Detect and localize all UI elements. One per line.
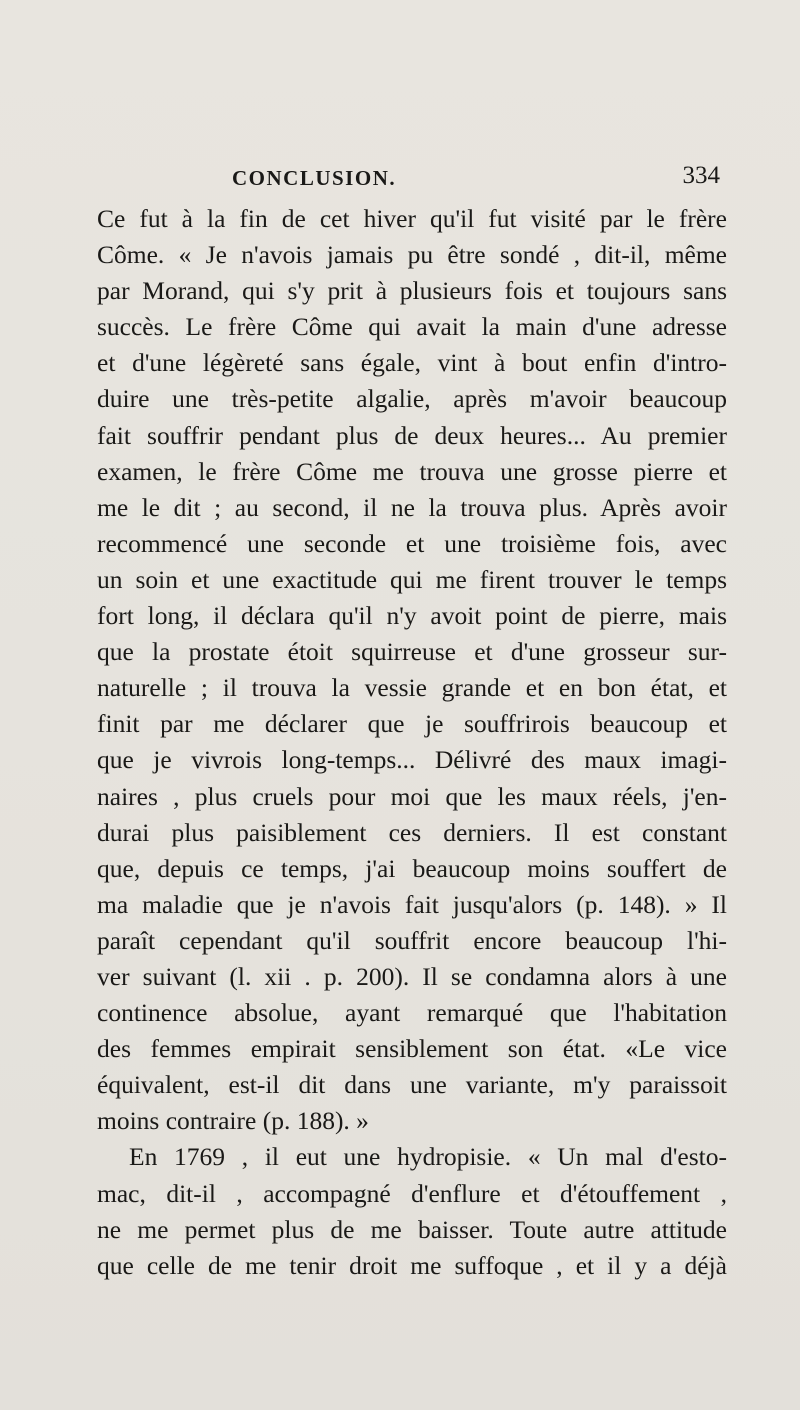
- text-line: En 1769 , il eut une hydropisie. « Un mal d'esto-: [129, 1142, 727, 1172]
- text-line: naires , plus cruels pour moi que les maux réels, j'en-: [97, 781, 727, 811]
- page-header: [232, 162, 720, 192]
- text-line: moins contraire (p. 188). »: [97, 1106, 369, 1136]
- body-text: [97, 201, 727, 1284]
- text-line: équivalent, est-il dit dans une variante, m'y paraissoit: [97, 1070, 727, 1100]
- text-line: que celle de me tenir droit me suffoque , et il y a déjà: [97, 1250, 727, 1280]
- text-line: un soin et une exactitude qui me firent trouver le temps: [97, 564, 727, 594]
- text-line: recommencé une seconde et une troisième fois, avec: [97, 528, 727, 558]
- text-line: me le dit ; au second, il ne la trouva plus. Après avoir: [97, 492, 727, 522]
- text-line: et d'une légèreté sans égale, vint à bout enfin d'intro-: [97, 348, 727, 378]
- text-line: finit par me déclarer que je souffrirois beaucoup et: [97, 709, 727, 739]
- text-line: examen, le frère Côme me trouva une grosse pierre et: [97, 456, 727, 486]
- text-line: par Morand, qui s'y prit à plusieurs fois et toujours sans: [97, 276, 727, 306]
- text-line: mac, dit-il , accompagné d'enflure et d'étouffement ,: [97, 1178, 727, 1208]
- page-number: 334: [682, 162, 720, 189]
- text-line: ne me permet plus de me baisser. Toute autre attitude: [97, 1214, 727, 1244]
- text-line: fort long, il déclara qu'il n'y avoit point de pierre, mais: [97, 601, 727, 631]
- text-line: naturelle ; il trouva la vessie grande et en bon état, et: [97, 673, 727, 703]
- text-line: durai plus paisiblement ces derniers. Il est constant: [97, 817, 727, 847]
- text-line: Côme. « Je n'avois jamais pu être sondé , dit-il, même: [97, 240, 727, 270]
- running-title: CONCLUSION.: [232, 166, 397, 190]
- text-line: continence absolue, ayant remarqué que l'habitation: [97, 998, 727, 1028]
- text-line: fait souffrir pendant plus de deux heures... Au premier: [97, 420, 727, 450]
- text-line: duire une très-petite algalie, après m'avoir beaucoup: [97, 384, 727, 414]
- text-line: des femmes empirait sensiblement son état. «Le vice: [97, 1034, 727, 1064]
- text-line: succès. Le frère Côme qui avait la main d'une adresse: [97, 312, 727, 342]
- text-line: paraît cependant qu'il souffrit encore beaucoup l'hi-: [97, 925, 727, 955]
- text-line: ma maladie que je n'avois fait jusqu'alors (p. 148). » Il: [97, 889, 727, 919]
- text-line: que la prostate étoit squirreuse et d'une grosseur sur-: [97, 637, 727, 667]
- text-line: ver suivant (l. xii . p. 200). Il se condamna alors à une: [97, 961, 727, 991]
- text-line: que, depuis ce temps, j'ai beaucoup moins souffert de: [97, 853, 727, 883]
- text-line: Ce fut à la fin de cet hiver qu'il fut visité par le frère: [97, 204, 727, 233]
- text-line: que je vivrois long-temps... Délivré des maux imagi-: [97, 745, 727, 775]
